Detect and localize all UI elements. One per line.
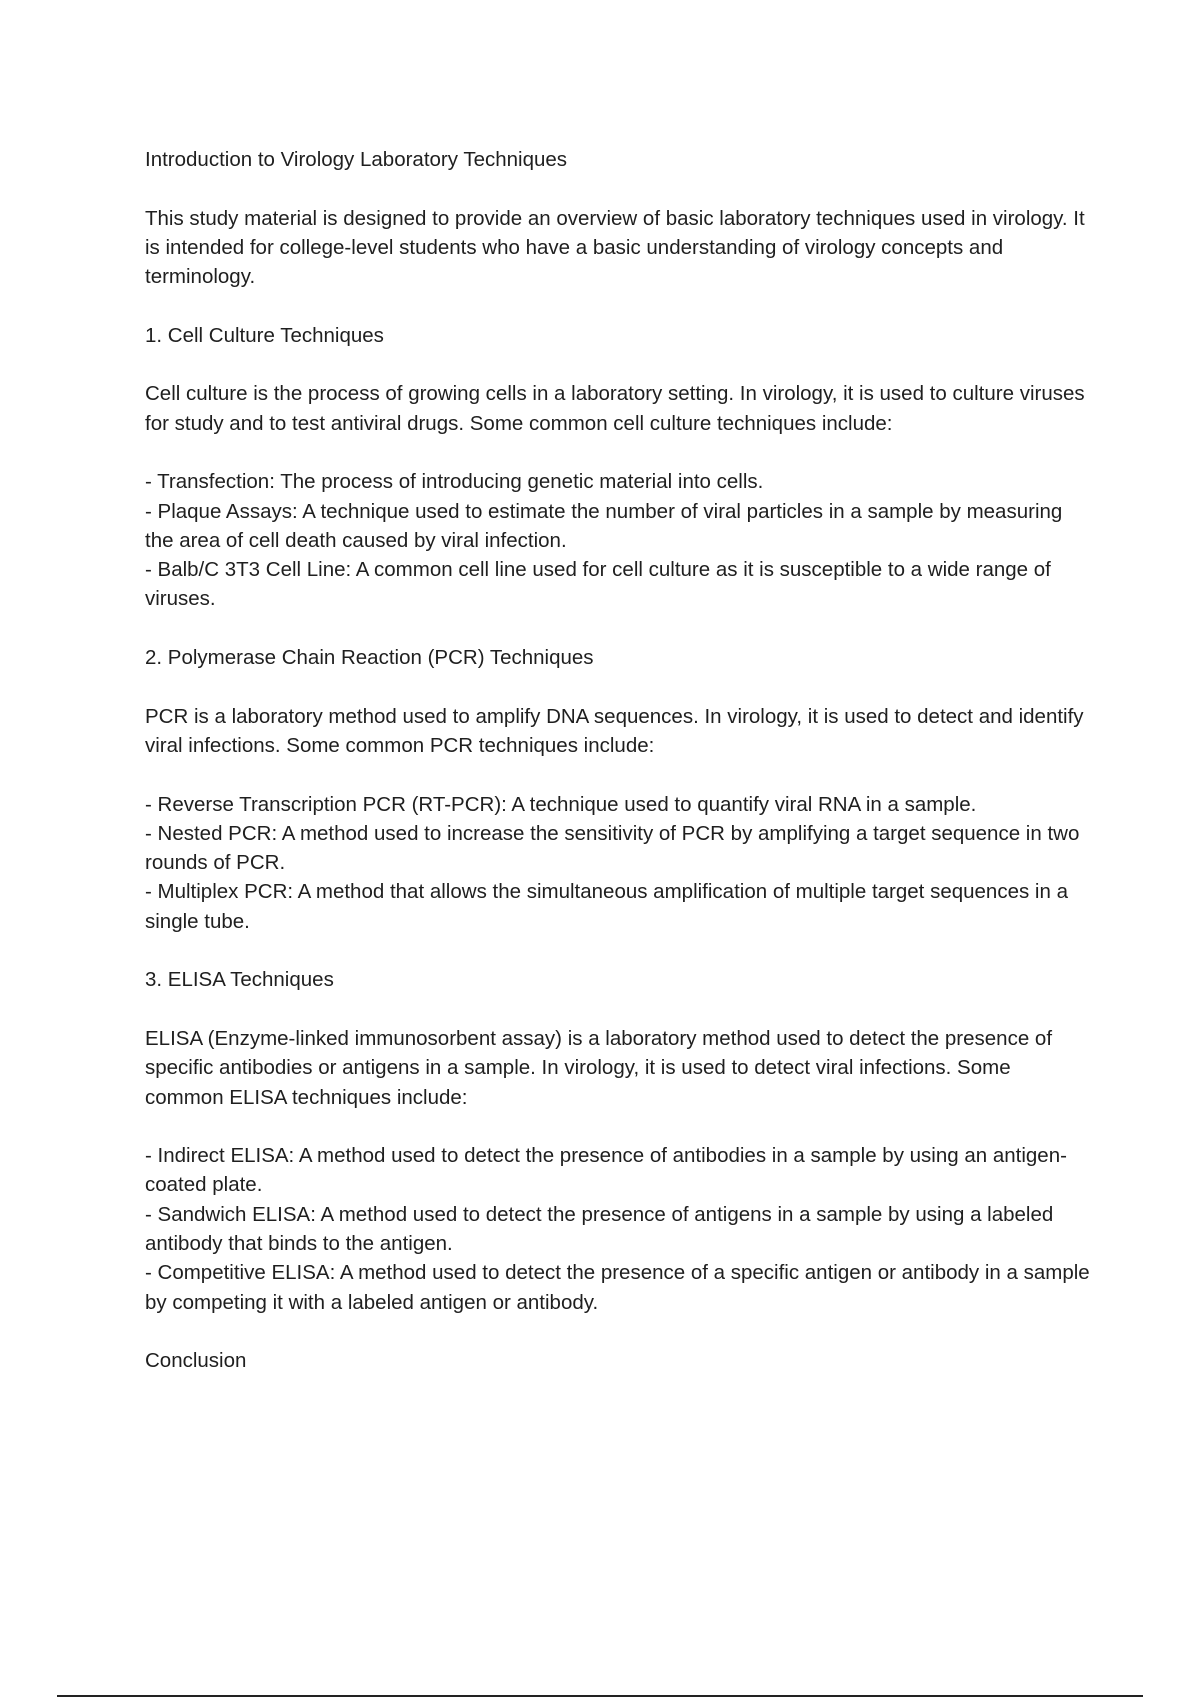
list-item: - Sandwich ELISA: A method used to detect the presence of antigens in a sample by using a labeled antibody that binds to the antigen. <box>145 1202 1054 1255</box>
section-heading-pcr: 2. Polymerase Chain Reaction (PCR) Techniques <box>145 646 594 670</box>
list-item: - Multiplex PCR: A method that allows the simultaneous amplification of multiple target sequences in a single tube. <box>145 880 1068 933</box>
page-bottom-rule <box>57 1695 1143 1697</box>
document-body <box>145 145 1090 1405</box>
list-item: - Balb/C 3T3 Cell Line: A common cell line used for cell culture as it is susceptible to a wide range of viruses. <box>145 558 1051 611</box>
section-body-cell-culture: Cell culture is the process of growing cells in a laboratory setting. In virology, it is used to culture viruses for study and to test antiviral drugs. Some common cell culture techniques include: <box>145 382 1085 435</box>
intro-paragraph: This study material is designed to provide an overview of basic laboratory techniques used in virology. It is intended for college-level students who have a basic understanding of virology concepts and terminology. <box>145 206 1085 289</box>
list-item: - Indirect ELISA: A method used to detect the presence of antibodies in a sample by using an antigen-coated plate. <box>145 1144 1067 1197</box>
list-item: - Nested PCR: A method used to increase the sensitivity of PCR by amplifying a target sequence in two rounds of PCR. <box>145 821 1080 875</box>
list-item: - Plaque Assays: A technique used to estimate the number of viral particles in a sample by measuring the area of cell death caused by viral infection. <box>145 499 1063 552</box>
conclusion-heading: Conclusion <box>145 1349 247 1373</box>
section-heading-elisa: 3. ELISA Techniques <box>145 968 334 992</box>
section-heading-cell-culture: 1. Cell Culture Techniques <box>145 323 384 347</box>
list-item: - Transfection: The process of introducing genetic material into cells. <box>145 470 764 494</box>
list-item: - Competitive ELISA: A method used to detect the presence of a specific antigen or antibody in a sample by competing it with a labeled antigen or antibody. <box>145 1261 1090 1314</box>
technique-list-elisa <box>145 1141 1090 1317</box>
document-title: Introduction to Virology Laboratory Techniques <box>145 148 568 171</box>
section-body-elisa: ELISA (Enzyme-linked immunosorbent assay) is a laboratory method used to detect the presence of specific antibodies or antigens in a sample. In virology, it is used to detect viral infections. Some common ELISA techniques include: <box>145 1026 1053 1109</box>
list-item: - Reverse Transcription PCR (RT-PCR): A technique used to quantify viral RNA in a sample. <box>145 792 977 816</box>
section-body-pcr: PCR is a laboratory method used to amplify DNA sequences. In virology, it is used to detect and identify viral infections. Some common PCR techniques include: <box>145 704 1084 757</box>
technique-list-cell-culture <box>145 467 1090 613</box>
technique-list-pcr <box>145 790 1090 936</box>
